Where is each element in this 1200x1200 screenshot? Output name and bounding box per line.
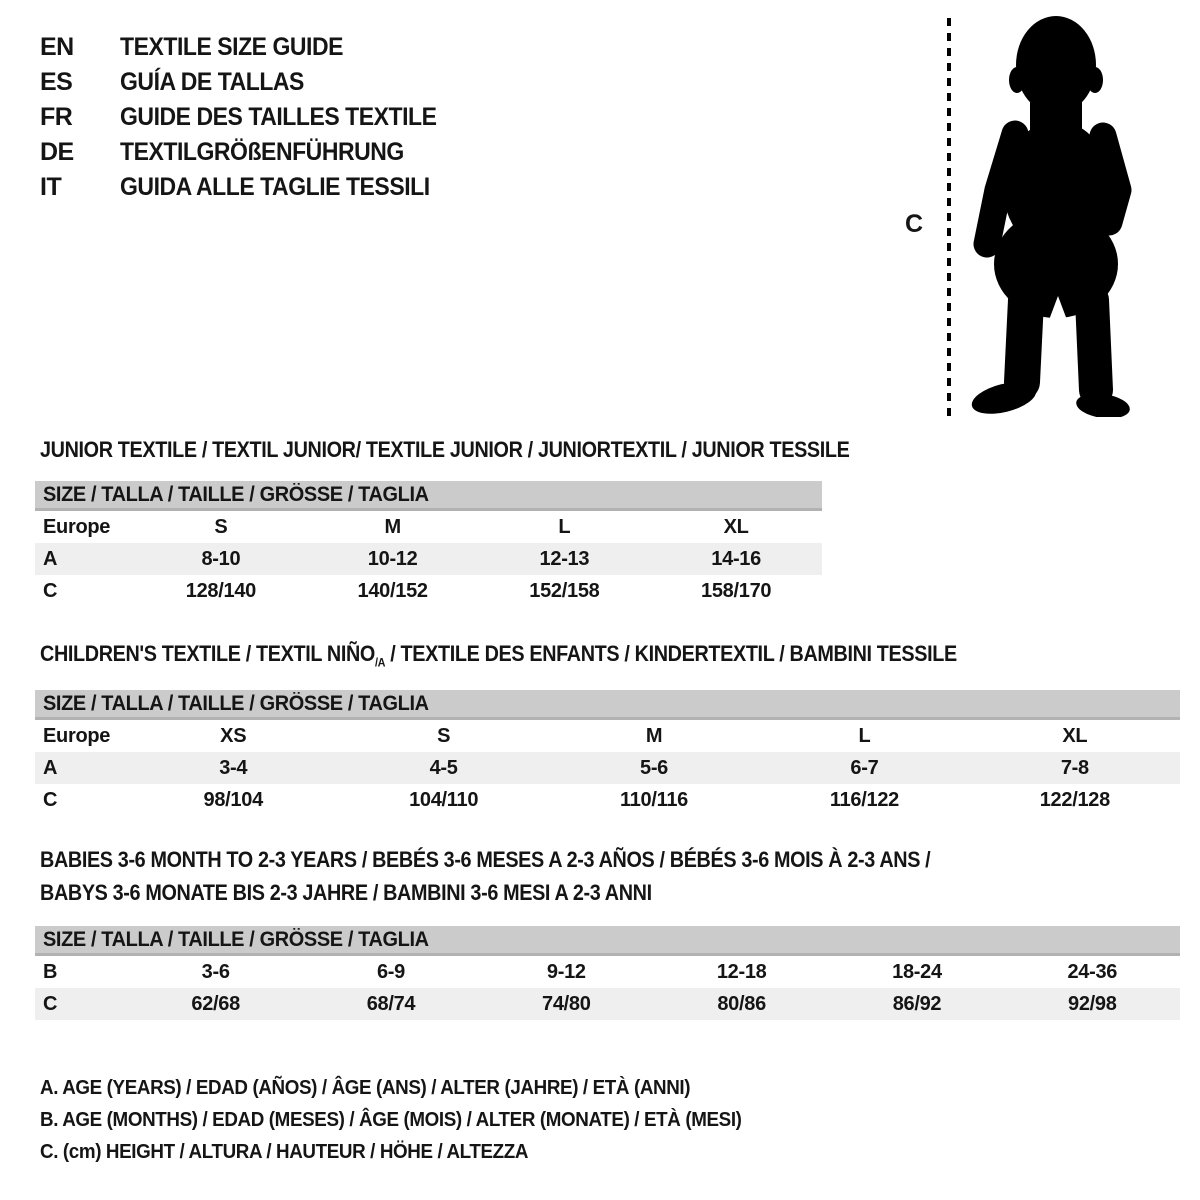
language-code: EN — [40, 33, 74, 61]
table-row — [35, 511, 822, 543]
babies-title-line2: BABYS 3-6 MONATE BIS 2-3 JAHRE / BAMBINI 3-6 MESI A 2-3 ANNI — [40, 880, 652, 905]
size-value-cell: 122/128 — [1039, 789, 1110, 811]
size-value-cell: 6-7 — [850, 757, 879, 779]
size-value-cell: S — [214, 516, 228, 538]
size-value-cell: 86/92 — [892, 993, 942, 1015]
size-value-cell: 98/104 — [203, 789, 263, 811]
row-label: C — [43, 993, 58, 1015]
size-value-cell: 3-6 — [201, 961, 230, 983]
size-value-cell: 92/98 — [1068, 993, 1117, 1015]
language-code: ES — [40, 68, 73, 96]
size-value-cell: M — [645, 725, 663, 747]
size-value-cell: L — [558, 516, 571, 538]
language-guide-title: TEXTILE SIZE GUIDE — [120, 33, 344, 61]
size-value-cell: 80/86 — [717, 993, 766, 1015]
table-row — [35, 720, 1180, 752]
language-row — [40, 170, 464, 205]
table-row — [35, 988, 1180, 1020]
size-value-cell: 3-4 — [219, 757, 248, 779]
size-value-cell: 12-13 — [539, 548, 590, 570]
baby-silhouette-image — [960, 12, 1145, 417]
row-label: C — [43, 580, 58, 602]
language-code: IT — [40, 173, 62, 201]
row-label: Europe — [43, 516, 111, 538]
babies-section-title — [40, 843, 930, 909]
table-header-bar: SIZE / TALLA / TAILLE / GRÖSSE / TAGLIA — [35, 926, 1180, 956]
size-value-cell: 7-8 — [1060, 757, 1089, 779]
size-value-cell: 24-36 — [1067, 961, 1118, 983]
size-value-cell: 62/68 — [191, 993, 240, 1015]
size-value-cell: 4-5 — [429, 757, 458, 779]
size-value-cell: 5-6 — [640, 757, 669, 779]
size-value-cell: 104/110 — [409, 789, 479, 811]
babies-size-table — [35, 926, 1180, 1020]
legend-line-c: C. (cm) HEIGHT / ALTURA / HAUTEUR / HÖHE / ALTEZZA — [40, 1141, 529, 1163]
language-code: FR — [40, 103, 73, 131]
size-value-cell: 12-18 — [716, 961, 767, 983]
size-value-cell: 9-12 — [546, 961, 586, 983]
children-size-table — [35, 690, 1180, 816]
language-guide-title: GUÍA DE TALLAS — [120, 68, 304, 96]
language-guide-title: TEXTILGRÖßENFÜHRUNG — [120, 138, 404, 166]
size-value-cell: 158/170 — [701, 580, 772, 602]
legend-line-a: A. AGE (YEARS) / EDAD (AÑOS) / ÂGE (ANS) / ALTER (JAHRE) / ETÀ (ANNI) — [40, 1077, 691, 1099]
table-row — [35, 543, 822, 575]
row-label: A — [43, 757, 58, 779]
junior-section-title: JUNIOR TEXTILE / TEXTIL JUNIOR/ TEXTILE JUNIOR / JUNIORTEXTIL / JUNIOR TESSILE — [40, 437, 850, 462]
language-guide-title: GUIDE DES TAILLES TEXTILE — [120, 103, 437, 131]
table-row — [35, 956, 1180, 988]
size-value-cell: 74/80 — [542, 993, 591, 1015]
size-value-cell: 10-12 — [367, 548, 418, 570]
language-row — [40, 135, 464, 170]
table-header-bar: SIZE / TALLA / TAILLE / GRÖSSE / TAGLIA — [35, 690, 1180, 720]
size-value-cell: L — [858, 725, 871, 747]
children-title-subscript: /A — [374, 655, 386, 670]
table-row — [35, 784, 1180, 816]
height-measure-label: C — [905, 210, 924, 238]
size-value-cell: S — [437, 725, 451, 747]
size-value-cell: 140/152 — [357, 580, 428, 602]
size-value-cell: 68/74 — [366, 993, 416, 1015]
size-value-cell: 18-24 — [892, 961, 942, 983]
children-title-text: CHILDREN'S TEXTILE / TEXTIL NIÑO — [40, 641, 375, 666]
children-title-text-after: / TEXTILE DES ENFANTS / KINDERTEXTIL / BAMBINI TESSILE — [385, 641, 957, 666]
language-list — [40, 30, 464, 205]
size-value-cell: 8-10 — [201, 548, 241, 570]
row-label: C — [43, 789, 58, 811]
size-value-cell: XS — [220, 725, 247, 747]
babies-title-line1: BABIES 3-6 MONTH TO 2-3 YEARS / BEBÉS 3-6 MESES A 2-3 AÑOS / BÉBÉS 3-6 MOIS À 2-3 ANS / — [40, 847, 931, 872]
language-row — [40, 65, 464, 100]
table-row — [35, 575, 822, 607]
size-value-cell: M — [384, 516, 401, 538]
language-code: DE — [40, 138, 74, 166]
height-measure-line — [947, 18, 951, 416]
language-guide-title: GUIDA ALLE TAGLIE TESSILI — [120, 173, 430, 201]
row-label: B — [43, 961, 58, 983]
legend-line-b: B. AGE (MONTHS) / EDAD (MESES) / ÂGE (MOIS) / ALTER (MONATE) / ETÀ (MESI) — [40, 1109, 742, 1131]
language-row — [40, 100, 464, 135]
row-label: A — [43, 548, 58, 570]
size-value-cell: XL — [723, 516, 749, 538]
size-value-cell: 152/158 — [529, 580, 600, 602]
language-row — [40, 30, 464, 65]
size-value-cell: 128/140 — [185, 580, 256, 602]
size-value-cell: 6-9 — [376, 961, 405, 983]
size-value-cell: XL — [1062, 725, 1088, 747]
table-row — [35, 752, 1180, 784]
table-header-bar: SIZE / TALLA / TAILLE / GRÖSSE / TAGLIA — [35, 481, 822, 511]
children-section-title — [40, 641, 957, 669]
legend — [40, 1072, 786, 1168]
row-label: Europe — [43, 725, 111, 747]
size-value-cell: 110/116 — [620, 789, 689, 811]
junior-size-table — [35, 481, 822, 607]
size-value-cell: 116/122 — [829, 789, 899, 811]
size-value-cell: 14-16 — [711, 548, 761, 570]
